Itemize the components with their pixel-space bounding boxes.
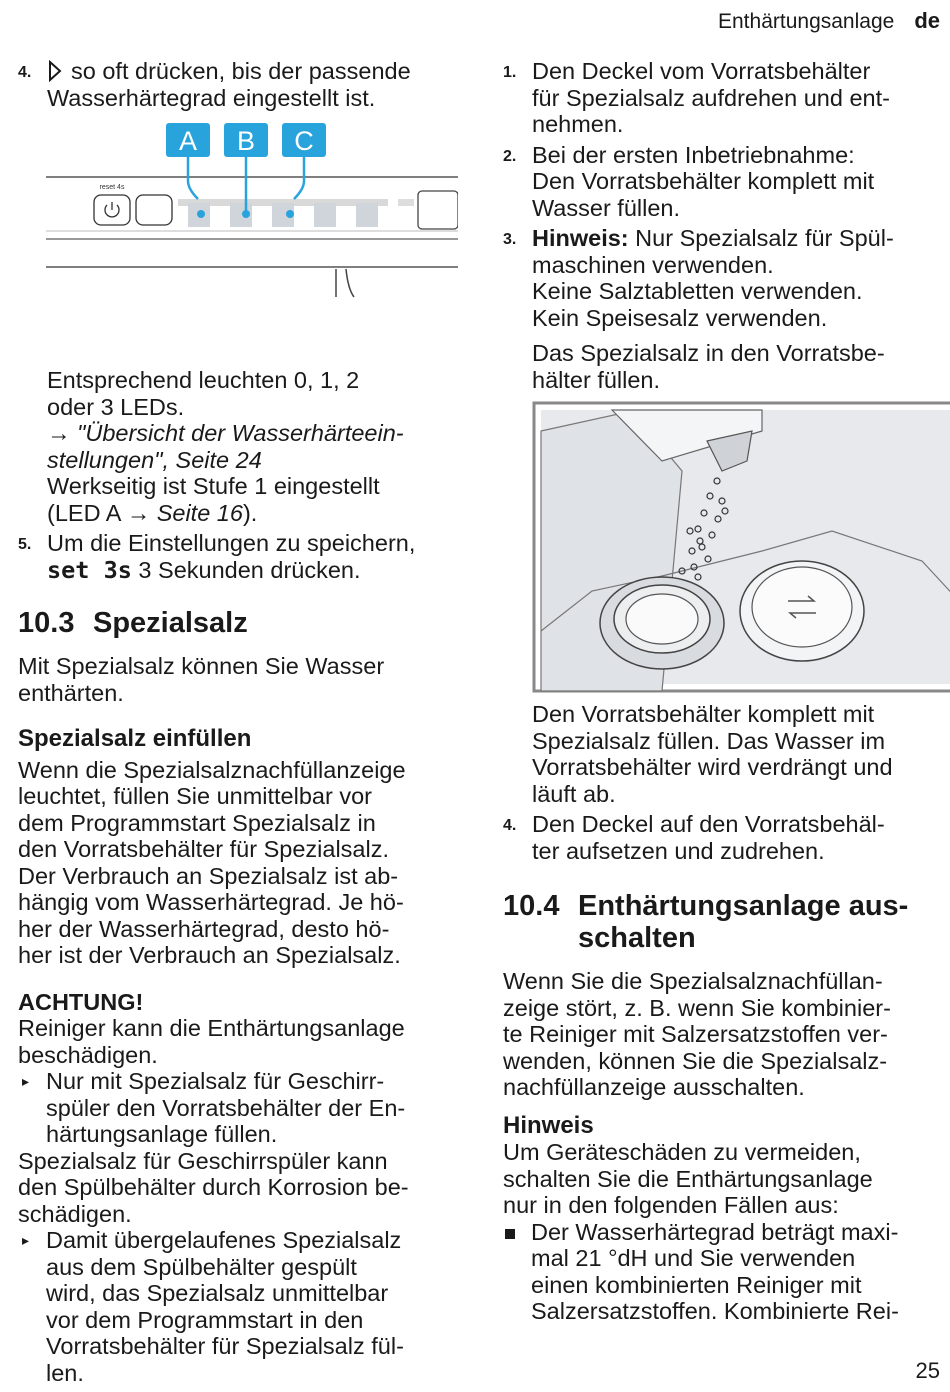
step-2: 2. Bei der ersten Inbetriebnahme: Den Vorratsbehälter komplett mit Wasser füllen.	[503, 141, 875, 221]
left-column: 4. so oft drücken, bis der passende Wasserhärtegrad eingestellt ist. A B C reset 4s Entsprechend leuchten 0, 1, 2 oder 3 LEDs. → "Übersicht der Wasserhärteein- stellungen", Seite 24 Werkseitig ist Stufe 1 eingestellt (LED A → Seite 16). 5. Um die Einstellungen zu speichern, set 3s 3 Sekunden drücken. 10.3 Spezialsalz Mit Spezialsalz können Sie Wasser enthärten. Spezialsalz einfüllen Wenn die Spezialsalznachfüllanzeige leuchtet, füllen Sie unmittelbar vor dem Programmstart Spezialsalz in den Vorratsbehälter für Spezialsalz. Der Verbrauch an Spezialsalz ist ab- hängig vom Wasserhärtegrad. Je hö- her der Wasserhärtegrad, desto hö- her ist der Verbrauch an Spezialsalz. ACHTUNG! Reiniger kann die Enthärtungsanlage beschädigen. ▸ Nur mit Spezialsalz für Geschirr- spüler den Vorratsbehälter der En- härtungsanlage füllen. Spezialsalz für Geschirrspüler kann den Spülbehälter durch Korrosion be- schädigen. ▸ Damit übergelaufenes Spezialsalz aus dem Spülbehälter gespült wird, das Spezialsalz unmittelbar vor dem Programmstart in den Vorratsbehälter für Spezialsalz fül- len.	[18, 58, 458, 1386]
play-triangle-icon	[47, 60, 63, 82]
cross-reference-link-cont[interactable]: stellungen", Seite 24	[47, 446, 262, 473]
cross-reference-link[interactable]: → "Übersicht der Wasserhärteein-	[47, 420, 404, 446]
step-number: 4.	[18, 64, 32, 81]
label-a: A	[178, 126, 198, 156]
square-bullet-1: Der Wasserhärtegrad beträgt maxi- mal 21 °dH und Sie verwenden einen kombinierten Reiniger mit Salzersatzstoffen. Kombinierte Rei-	[503, 1219, 938, 1325]
label-c: C	[294, 126, 314, 156]
bullet-arrow-icon: ▸	[22, 1073, 30, 1089]
fill-salt-paragraph: Wenn die Spezialsalznachfüllanzeige leuchtet, füllen Sie unmittelbar vor dem Programmstart Spezialsalz in den Vorratsbehälter für Spezialsalz. Der Verbrauch an Spezialsalz ist ab- hängig vom Wasserhärtegrad. Je hö- her der Wasserhärtegrad, desto hö- her ist der Verbrauch an Spezialsalz.	[18, 756, 406, 968]
set-3s-key-icon: set 3s	[47, 555, 132, 584]
step-3-continuation: Den Vorratsbehälter komplett mit Spezialsalz füllen. Das Wasser im Vorratsbehälter wird verdrängt und läuft ab.	[532, 701, 893, 807]
disable-paragraph: Wenn Sie die Spezialsalznachfüllan- zeige stört, z. B. wenn Sie kombinier- te Reiniger mit Salzersatzstoffen ver- wenden, können Sie die Spezialsalz- nachfüllanzeige ausschalten.	[503, 968, 891, 1100]
subheading-fill-salt: Spezialsalz einfüllen	[18, 725, 252, 752]
warning-title: ACHTUNG!	[18, 988, 144, 1015]
warning-bullet-2: ▸ Damit übergelaufenes Spezialsalz aus dem Spülbehälter gespült wird, das Spezialsalz unmittelbar vor dem Programmstart in den Vorratsbehälter für Spezialsalz fül- len.	[22, 1227, 404, 1386]
step-1: 1. Den Deckel vom Vorratsbehälter für Spezialsalz aufdrehen und ent- nehmen.	[503, 58, 890, 137]
step-3: 3. Hinweis: Nur Spezialsalz für Spül- maschinen verwenden. Keine Salztabletten verwenden. Kein Speisesalz verwenden. Das Spezialsalz in den Vorratsbe- hälter füllen.	[503, 225, 894, 393]
step-4: 4. so oft drücken, bis der passende Wasserhärtegrad eingestellt ist.	[18, 58, 411, 111]
bullet-arrow-icon: ▸	[22, 1232, 30, 1248]
reset-label: reset 4s	[99, 184, 125, 191]
page-link[interactable]: Seite 16	[156, 499, 243, 526]
running-header	[718, 8, 940, 34]
square-bullet-icon	[505, 1229, 515, 1239]
step-4-right: 4. Den Deckel auf den Vorratsbehäl- ter aufsetzen und zudrehen.	[503, 811, 885, 864]
section-heading-10-4: 10.4 Enthärtungsanlage aus- schalten	[503, 890, 909, 954]
control-panel-illustration	[18, 119, 458, 309]
header-section-title: Enthärtungsanlage	[718, 10, 895, 33]
page-number: 25	[915, 1358, 940, 1383]
button-2	[136, 195, 172, 225]
warning-bullet-1: ▸ Nur mit Spezialsalz für Geschirr- spüler den Vorratsbehälter der En- härtungsanlage füllen.	[22, 1068, 406, 1147]
step-5: 5. Um die Einstellungen zu speichern, set 3s 3 Sekunden drücken.	[18, 530, 416, 584]
label-b: B	[236, 126, 256, 156]
note-paragraph: Um Geräteschäden zu vermeiden, schalten Sie die Enthärtungsanlage nur in den folgenden Fällen aus:	[503, 1139, 873, 1218]
salt-filling-illustration	[532, 401, 950, 693]
led-explanation: Entsprechend leuchten 0, 1, 2 oder 3 LEDs. → "Übersicht der Wasserhärteein- stellungen", Seite 24 Werkseitig ist Stufe 1 eingestellt (LED A → Seite 16).	[18, 367, 458, 526]
note-heading: Hinweis	[503, 1111, 594, 1139]
right-column	[503, 58, 938, 1325]
header-language: de	[914, 8, 940, 33]
warning-block: ACHTUNG! Reiniger kann die Enthärtungsanlage beschädigen. ▸ Nur mit Spezialsalz für Geschirr- spüler den Vorratsbehälter der En- härtungsanlage füllen. Spezialsalz für Geschirrspüler kann den Spülbehälter durch Korrosion be- schädigen. ▸ Damit übergelaufenes Spezialsalz aus dem Spülbehälter gespült wird, das Spezialsalz unmittelbar vor dem Programmstart in den Vorratsbehälter für Spezialsalz fül- len.	[18, 989, 458, 1387]
section-heading-10-3: 10.3 Spezialsalz	[18, 607, 248, 639]
